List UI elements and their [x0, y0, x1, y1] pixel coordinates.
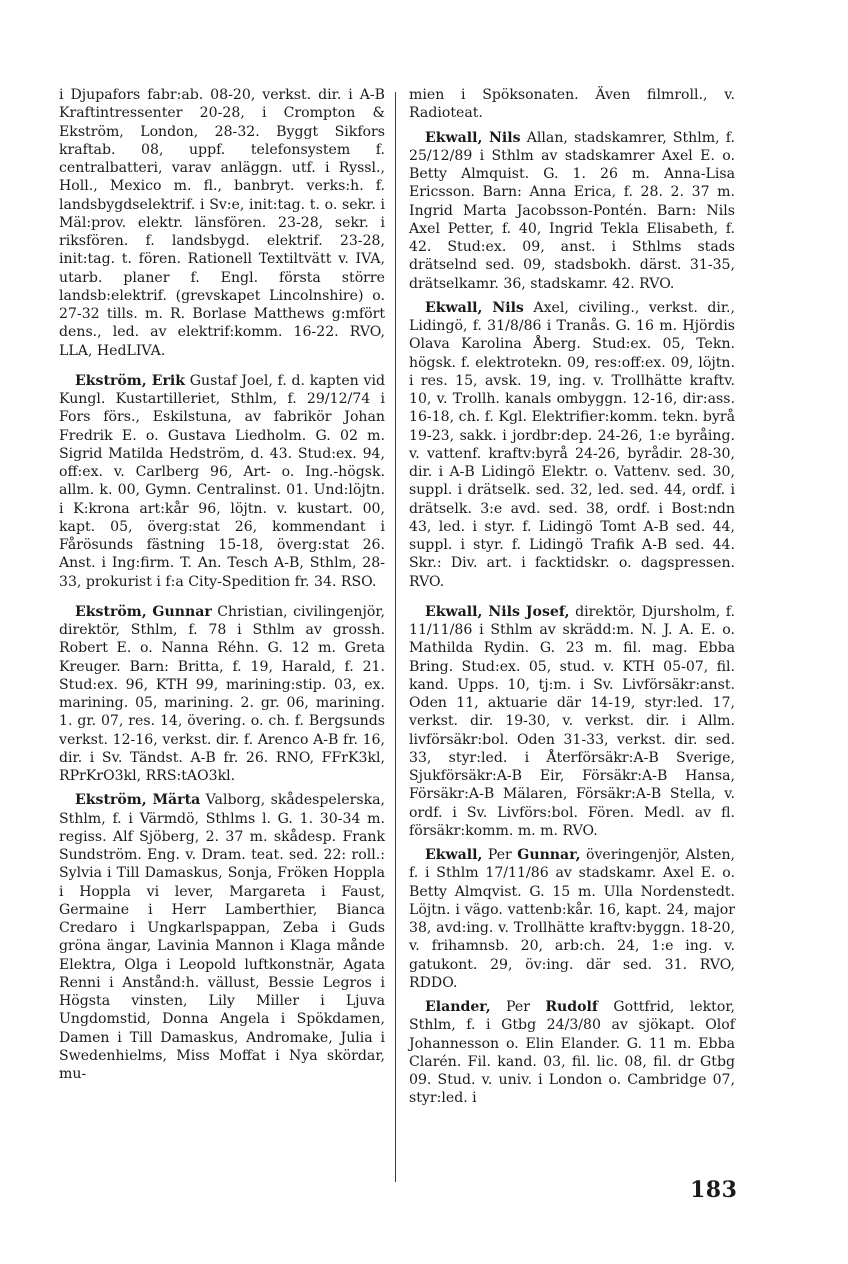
- entry-headword: Elander,: [425, 999, 491, 1015]
- entry-ekwall-per-gunnar: [409, 846, 735, 992]
- entry-headword: Ekström, Gunnar: [75, 603, 212, 620]
- entry-headword: Ekström, Märta: [75, 792, 201, 809]
- entry-body: direktör, Djursholm, f. 11/11/86 i Sthlm av skrädd:m. N. J. A. E. o. Mathilda Rydin. G. 23 m. fil. mag. Ebba Bring. Stud:ex. 05, stud. v. KTH 05-07, fil. kand. Upps. 10, tj:m. i Sv. Livförsäkr:anst. Oden 11, aktuarie där 14-19, styr:led. 17, verkst. dir. 19-30, v. verkst. dir. i Allm. livförsäkr:bol. Oden 31-33, verkst. dir. sed. 33, styr:led. i Återförsäkr:A-B Sverige, Sjukförsäkr:A-B Eir, Försäkr:A-B Hansa, Försäkr:A-B Mälaren, Försäkr:A-B Stella, v. ordf. i Sv. Livförs:bol. Fören. Medl. av fl. försäkr:komm. m. m. RVO.: [409, 603, 736, 839]
- entry-headword: Ekwall, Nils: [425, 299, 524, 316]
- left-column: [59, 86, 385, 1083]
- entry-headword: Ekwall,: [425, 847, 483, 863]
- entry-headword: Ekwall, Nils Josef,: [425, 603, 570, 620]
- entry-headword: Ekström, Erik: [75, 372, 186, 389]
- entry-continuation: mien i Spöksonaten. Även filmroll., v. Radioteat.: [409, 87, 735, 122]
- entry-body: överingenjör, Alsten, f. i Sthlm 17/11/86 av stadskamr. Axel E. o. Betty Almqvist. G. 15 m. Ulla Nordenstedt. Löjtn. i vägo. vattenb:kår. 16, kapt. 24, major 38, avd:ing. v. Trollhätte kraftv:byggn. 18-20, v. frihamnsb. 20, arb:ch. 24, 1:e ing. v. gatukont. 29, öv:ing. där sed. 31. RVO, RDDO.: [409, 847, 736, 991]
- entry-body: Christian, civilingenjör, direktör, Sthlm, f. 78 i Sthlm av grossh. Robert E. o. Nanna Réhn. G. 12 m. Greta Kreuger. Barn: Britta, f. 19, Harald, f. 21. Stud:ex. 96, KTH 99, marining:stip. 03, ex. marining. 05, marining. 2. gr. 06, marining. 1. gr. 07, res. 14, övering. o. ch. f. Bergsunds verkst. 12-16, verkst. dir. f. Arenco A-B fr. 16, dir. i Sv. Tändst. A-B fr. 26. RNO, FFrK3kl, RPrKrO3kl, RRS:tAO3kl.: [59, 603, 385, 784]
- entry-body: Gustaf Joel, f. d. kapten vid Kungl. Kustartilleriet, Sthlm, f. 29/12/74 i Fors förs., Eskilstuna, av fabrikör Johan Fredrik E. o. Gustava Liedholm. G. 02 m. Sigrid Matilda Hedström, d. 43. Stud:ex. 94, off:ex. v. Carlberg 96, Art- o. Ing.-högsk. allm. k. 00, Gymn. Centralinst. 01. Und:löjtn. i K:krona art:kår 96, löjtn. v. kustart. 00, kapt. 05, överg:stat 26, kommendant i Fårösunds fästning 15-18, överg:stat 26. Anst. i Ing:firm. T. An. Tesch A-B, Sthlm, 28-33, prokurist i f:a City-Spedition fr. 34. RSO.: [59, 372, 385, 590]
- entry-headword-name: Rudolf: [545, 999, 598, 1015]
- entry-given-name: Per: [482, 847, 518, 863]
- entry-ekwall-nils-josef: [409, 603, 735, 840]
- entry-continuation: i Djupafors fabr:ab. 08-20, verkst. dir. i A-B Kraftintressenter 20-28, i Crompton & Ekström, London, 28-32. Byggt Sikfors kraftab. 08, uppf. telefonsystem f. centralbatteri, varav anläggn. utf. i Ryssl., Holl., Mexico m. fl., banbryt. verks:h. f. landsbygdselektrif. i Sv:e, init:tag. t. o. sekr. i Mäl:prov. elektr. länsfören. 23-28, sekr. i riksfören. f. landsbygd. elektrif. 23-28, init:tag. t. fören. Rationell Textiltvätt v. IVA, utarb. planer f. Engl. första större landsb:elektrif. (grevskapet Lincolnshire) o. 27-32 tills. m. R. Borlase Matthews g:mfört dens., led. av elektrif:komm. 16-22. RVO, LLA, HedLIVA.: [59, 87, 385, 359]
- entry-ekstrom-marta: [59, 791, 385, 1083]
- column-divider: [395, 92, 396, 1182]
- entry-headword: Ekwall, Nils: [425, 129, 521, 146]
- entry-headword-name: Gunnar,: [517, 847, 581, 863]
- entry-ekwall-nils-axel: [409, 299, 735, 591]
- entry-ekstrom-erik: [59, 372, 385, 591]
- entry-body: Axel, civiling., verkst. dir., Lidingö, f. 31/8/86 i Tranås. G. 16 m. Hjördis Olava Karolina Åberg. Stud:ex. 05, Tekn. högsk. f. elektrotekn. 09, res:off:ex. 09, löjtn. i res. 15, avsk. 19, ing. v. Trollhätte kraftv. 10, v. Trollh. kanals ombyggn. 12-16, dir:ass. 16-18, ch. f. Kgl. Elektrifier:komm. tekn. byrå 19-23, sakk. i jordbr:dep. 24-26, 1:e byråing. v. vattenf. kraftv:byrå 24-26, byrådir. 28-30, dir. i A-B Lidingö Elektr. o. Vattenv. sed. 30, suppl. i drätselk. sed. 32, led. sed. 44, ordf. i drätselk. 3:e avd. sed. 38, ordf. i Bost:ndn 43, led. i styr. f. Lidingö Tomt A-B sed. 44, suppl. i styr. f. Lidingö Trafik A-B sed. 44. Skr.: Div. art. i facktidskr. o. dagspressen. RVO.: [409, 299, 736, 590]
- entry-body: Allan, stadskamrer, Sthlm, f. 25/12/89 i Sthlm av stadskamrer Axel E. o. Betty Almquist. G. 1. 26 m. Anna-Lisa Ericsson. Barn: Anna Erica, f. 28. 2. 37 m. Ingrid Marta Jacobsson-Pontén. Barn: Nils Axel Petter, f. 40, Ingrid Tekla Elisabeth, f. 42. Stud:ex. 09, anst. i Sthlms stads drätselnd sed. 09, stadsbokh. därst. 31-35, drätselkamr. 36, stadskamr. 42. RVO.: [409, 129, 735, 292]
- right-column: [409, 86, 735, 1108]
- entry-given-name: Per: [490, 999, 546, 1015]
- entry-ekstrom-gunnar: [59, 603, 385, 786]
- entry-elander-per-rudolf: [409, 998, 735, 1108]
- entry-ekwall-nils-allan: [409, 129, 735, 293]
- entry-body: Valborg, skådespelerska, Sthlm, f. i Värmdö, Sthlms l. G. 1. 30-34 m. regiss. Alf Sjöberg, 2. 37 m. skådesp. Frank Sundström. Eng. v. Dram. teat. sed. 22: roll.: Sylvia i Till Damaskus, Sonja, Fröken Hoppla i Hoppla vi lever, Margareta i Faust, Germaine i Herr Lamberthier, Bianca Credaro i Ungkarlspappan, Zeba i Guds gröna ängar, Lavinia Mannon i Klaga månde Elektra, Olga i Leopold luftkonstnär, Agata Renni i Anstånd:h. vällust, Bessie Legros i Högsta vinsten, Lily Miller i Ljuva Ungdomstid, Donna Angela i Spökdamen, Damen i Till Damaskus, Andromake, Julia i Swedenhielms, Miss Moffat i Nya skördar, mu-: [59, 792, 385, 1082]
- entry-body: Gottfrid, lektor, Sthlm, f. i Gtbg 24/3/80 av sjökapt. Olof Johannesson o. Elin Elander. G. 11 m. Ebba Clarén. Fil. kand. 03, fil. lic. 08, fil. dr Gtbg 09. Stud. v. univ. i London o. Cambridge 07, styr:led. i: [409, 999, 735, 1107]
- page-number: 183: [690, 1177, 738, 1203]
